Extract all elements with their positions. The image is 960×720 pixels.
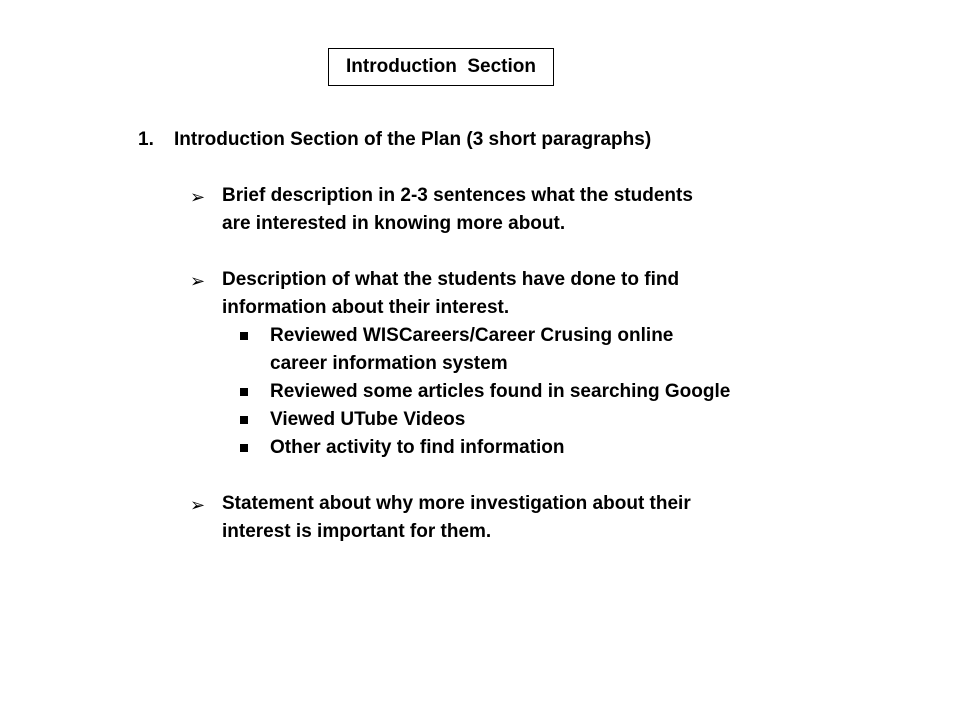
bullet-line: Statement about why more investigation about their <box>222 493 691 514</box>
heading-text: Introduction Section of the Plan (3 short paragraphs) <box>174 129 652 150</box>
square-bullet-icon <box>240 332 248 340</box>
bullet-line: are interested in knowing more about. <box>222 213 566 234</box>
bullet-line: Brief description in 2-3 sentences what the students <box>222 185 693 206</box>
square-bullet-icon <box>240 444 248 452</box>
sub-bullet-line: Reviewed WISCareers/Career Crusing online <box>270 325 674 346</box>
bullet-item-activities <box>138 266 818 322</box>
slide-body <box>138 126 818 546</box>
heading-number: 1. <box>138 129 154 150</box>
bullet-item-statement <box>138 490 818 546</box>
bullet-line: information about their interest. <box>222 297 510 318</box>
sub-bullet-item <box>138 434 818 462</box>
numbered-heading <box>138 126 818 154</box>
sub-bullet-item <box>138 378 818 406</box>
arrow-bullet-icon: ➢ <box>190 495 206 515</box>
bullet-line: Description of what the students have done to find <box>222 269 680 290</box>
arrow-bullet-icon: ➢ <box>190 271 206 291</box>
bullet-item-description <box>138 182 818 238</box>
sub-bullet-line: career information system <box>270 353 508 374</box>
sub-bullet-line: Reviewed some articles found in searching Google <box>270 381 731 402</box>
slide-title: Introduction Section <box>328 48 554 86</box>
sub-bullet-line: Viewed UTube Videos <box>270 409 466 430</box>
square-bullet-icon <box>240 416 248 424</box>
square-bullet-icon <box>240 388 248 396</box>
arrow-bullet-icon: ➢ <box>190 187 206 207</box>
sub-bullet-line: Other activity to find information <box>270 437 565 458</box>
sub-bullet-item <box>138 322 818 378</box>
bullet-line: interest is important for them. <box>222 521 492 542</box>
sub-bullet-item <box>138 406 818 434</box>
